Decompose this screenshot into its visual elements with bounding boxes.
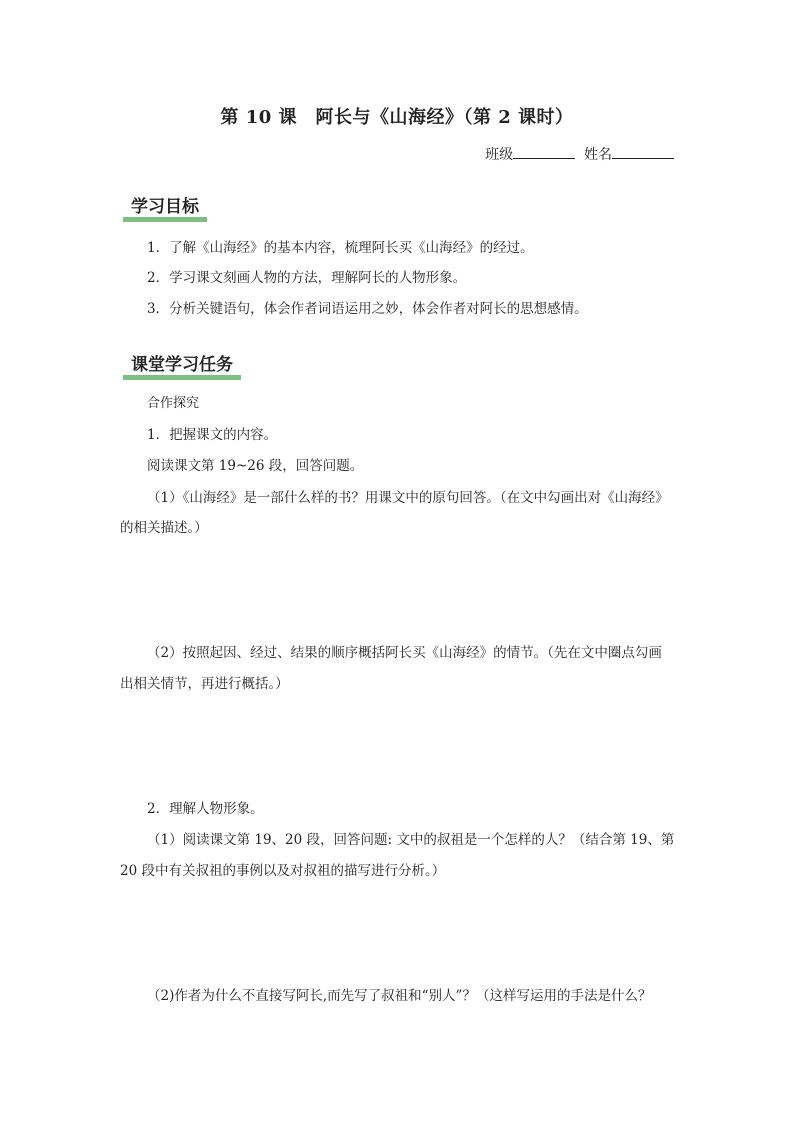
- tasks-heading-underline: [123, 375, 241, 380]
- class-label: 班级: [485, 147, 514, 163]
- task2-title: 2．理解人物形象。: [147, 801, 264, 817]
- objective-item: 3．分析关键语句，体会作者词语运用之妙，体会作者对阿长的思想感情。: [147, 301, 588, 317]
- tasks-heading-label: 课堂学习任务: [131, 355, 233, 375]
- page-title: 第 10 课 阿长与《山海经》（第 2 课时）: [220, 107, 574, 128]
- objective-item: 2．学习课文刻画人物的方法，理解阿长的人物形象。: [147, 270, 467, 286]
- question-4-line1: （2)作者为什么不直接写阿长,而先写了叔祖和“别人”？（这样写运用的手法是什么？: [147, 988, 652, 1004]
- name-blank: [612, 144, 674, 159]
- task1-intro: 阅读课文第 19~26 段，回答问题。: [147, 458, 364, 474]
- objective-item: 1．了解《山海经》的基本内容，梳理阿长买《山海经》的经过。: [147, 240, 534, 256]
- class-blank: [513, 144, 575, 159]
- tasks-heading: [123, 350, 241, 377]
- objectives-heading-underline: [123, 217, 207, 222]
- class-name-line: [485, 144, 674, 164]
- question-2-line2: 出相关情节，再进行概括。）: [120, 676, 289, 692]
- question-3-line1: （1）阅读课文第 19、20 段，回答问题: 文中的叔祖是一个怎样的人？（结合第 19、第: [147, 832, 675, 848]
- name-label: 姓名: [584, 147, 612, 163]
- question-3-line2: 20 段中有关叔祖的事例以及对叔祖的描写进行分析。）: [120, 863, 446, 879]
- question-1-line2: 的相关描述。）: [120, 520, 208, 536]
- task1-title: 1．把握课文的内容。: [147, 427, 278, 443]
- question-1-line1: （1）《山海经》是一部什么样的书？用课文中的原句回答。（在文中勾画出对《山海经》: [147, 490, 669, 506]
- objectives-heading: [123, 192, 207, 219]
- subheading-cooperative: 合作探究: [147, 396, 200, 411]
- question-2-line1: （2）按照起因、经过、结果的顺序概括阿长买《山海经》的情节。（先在文中圈点勾画: [147, 645, 662, 661]
- objectives-heading-label: 学习目标: [131, 197, 199, 217]
